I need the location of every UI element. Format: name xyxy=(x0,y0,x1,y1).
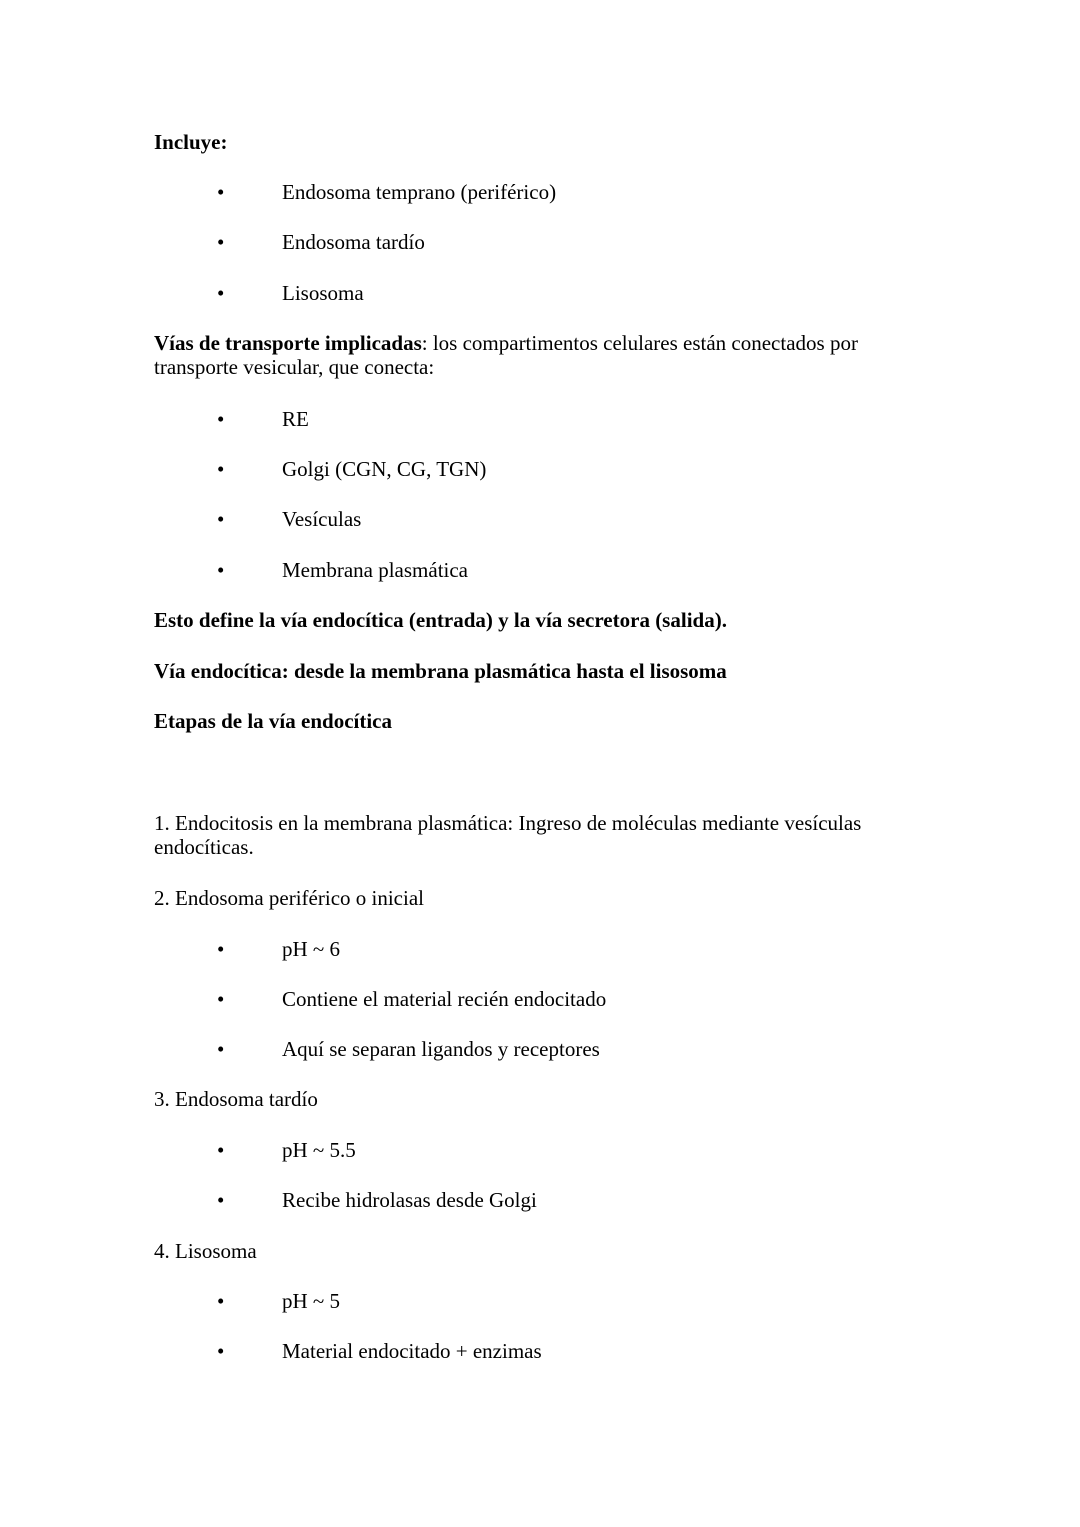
list-item: Contiene el material recién endocitado xyxy=(282,987,607,1011)
list-item: Aquí se separan ligandos y receptores xyxy=(282,1037,600,1061)
list-item: Vesículas xyxy=(282,507,362,531)
list-item: pH ~ 6 xyxy=(282,937,341,961)
step-3-title: 3. Endosoma tardío xyxy=(154,1087,318,1111)
bullet-icon: • xyxy=(217,937,225,961)
list-item: Golgi (CGN, CG, TGN) xyxy=(282,457,487,481)
vias-label: Vías de transporte implicadas xyxy=(154,331,422,355)
bullet-icon: • xyxy=(217,281,225,305)
bullet-icon: • xyxy=(217,1138,225,1162)
list-item: pH ~ 5 xyxy=(282,1289,341,1313)
define-sentence: Esto define la vía endocítica (entrada) y la vía secretora (salida). xyxy=(154,608,727,632)
bullet-icon: • xyxy=(217,558,225,582)
step-2-title: 2. Endosoma periférico o inicial xyxy=(154,886,424,910)
bullet-icon: • xyxy=(217,230,225,254)
vias-text: : los compartimentos celulares están conectados por transporte vesicular, que conecta: xyxy=(154,331,858,379)
via-endocitica-heading: Vía endocítica: desde la membrana plasmática hasta el lisosoma xyxy=(154,659,727,683)
bullet-icon: • xyxy=(217,407,225,431)
list-item: Recibe hidrolasas desde Golgi xyxy=(282,1188,537,1212)
incluye-heading: Incluye: xyxy=(154,130,228,154)
bullet-icon: • xyxy=(217,987,225,1011)
list-item: RE xyxy=(282,407,309,431)
bullet-icon: • xyxy=(217,180,225,204)
bullet-icon: • xyxy=(217,1289,225,1313)
step-4-title: 4. Lisosoma xyxy=(154,1239,257,1263)
bullet-icon: • xyxy=(217,1188,225,1212)
bullet-icon: • xyxy=(217,1339,225,1363)
list-item: Membrana plasmática xyxy=(282,558,469,582)
list-item: Endosoma tardío xyxy=(282,230,425,254)
etapas-heading: Etapas de la vía endocítica xyxy=(154,709,393,733)
vias-paragraph xyxy=(154,331,914,379)
bullet-icon: • xyxy=(217,1037,225,1061)
list-item: Lisosoma xyxy=(282,281,364,305)
step-1: 1. Endocitosis en la membrana plasmática: Ingreso de moléculas mediante vesículas endocíticas. xyxy=(154,811,862,859)
bullet-icon: • xyxy=(217,507,225,531)
list-item: Endosoma temprano (periférico) xyxy=(282,180,557,204)
list-item: pH ~ 5.5 xyxy=(282,1138,356,1162)
bullet-icon: • xyxy=(217,457,225,481)
list-item: Material endocitado + enzimas xyxy=(282,1339,542,1363)
